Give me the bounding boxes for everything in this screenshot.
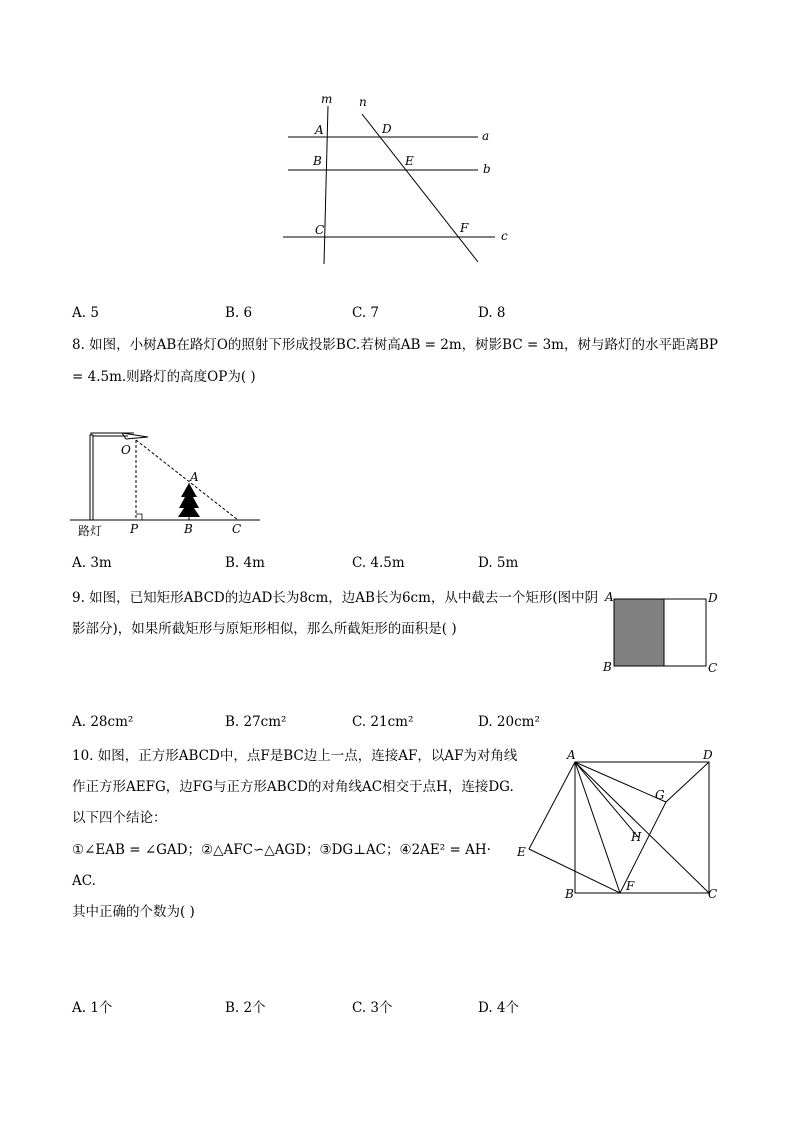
label-B: B — [184, 522, 193, 536]
label-C: C — [315, 223, 325, 237]
label-G: G — [655, 788, 665, 802]
label-D: D — [703, 748, 713, 762]
label-D: D — [382, 122, 392, 136]
label-F: F — [626, 879, 635, 893]
label-lamp: 路灯 — [78, 524, 103, 538]
q9-option-d[interactable]: D. 20cm² — [478, 714, 540, 730]
label-c: c — [501, 229, 508, 243]
q7-option-c[interactable]: C. 7 — [352, 305, 380, 321]
label-B: B — [565, 887, 574, 901]
label-A: A — [605, 590, 614, 604]
label-C: C — [708, 887, 718, 901]
q10-text-line5: AC. — [72, 873, 96, 889]
q10-text-line3: 以下四个结论： — [72, 810, 167, 826]
label-n: n — [359, 95, 367, 109]
label-B: B — [313, 154, 322, 168]
label-E: E — [405, 154, 414, 168]
q10-option-a[interactable]: A. 1个 — [72, 1000, 113, 1016]
q7-option-a[interactable]: A. 5 — [72, 305, 99, 321]
label-D: D — [708, 591, 718, 605]
label-a: a — [482, 129, 490, 143]
q10-text-line6: 其中正确的个数为( ) — [72, 904, 195, 920]
q8-option-a[interactable]: A. 3m — [72, 555, 112, 571]
label-H: H — [631, 830, 642, 844]
q10-option-b[interactable]: B. 2个 — [225, 1000, 266, 1016]
label-C: C — [708, 661, 718, 675]
q9-text-line1: 9. 如图，已知矩形ABCD的边AD长为8cm，边AB长为6cm，从中截去一个矩形(图中阴 — [72, 590, 599, 606]
q10-option-d[interactable]: D. 4个 — [478, 1000, 520, 1016]
q9-text-line2: 影部分)，如果所截矩形与原矩形相似，那么所截矩形的面积是( ) — [72, 621, 457, 637]
label-O: O — [121, 443, 131, 457]
q9-option-b[interactable]: B. 27cm² — [225, 714, 287, 730]
q8-option-d[interactable]: D. 5m — [478, 555, 519, 571]
q10-option-c[interactable]: C. 3个 — [352, 1000, 393, 1016]
parallel-lines-figure — [270, 88, 530, 278]
q9-option-a[interactable]: A. 28cm² — [72, 714, 134, 730]
q8-option-b[interactable]: B. 4m — [225, 555, 265, 571]
rectangle-figure — [600, 588, 730, 680]
label-A: A — [315, 123, 324, 137]
q10-text-line1: 10. 如图，正方形ABCD中，点F是BC边上一点，连接AF，以AF为对角线 — [72, 748, 518, 764]
square-figure — [510, 745, 730, 905]
label-b: b — [483, 162, 491, 176]
label-F: F — [460, 221, 469, 235]
q9-option-c[interactable]: C. 21cm² — [352, 714, 414, 730]
street-lamp-figure — [70, 425, 270, 540]
q10-text-line2: 作正方形AEFG，边FG与正方形ABCD的对角线AC相交于点H，连接DG. — [72, 779, 514, 795]
q8-text-line1: 8. 如图，小树AB在路灯O的照射下形成投影BC.若树高AB = 2m，树影BC = 3m，树与路灯的水平距离BP — [72, 337, 718, 353]
label-E: E — [517, 845, 526, 859]
label-A: A — [567, 748, 576, 762]
shaded-rectangle — [614, 599, 664, 666]
label-m: m — [321, 92, 333, 106]
label-C: C — [232, 522, 242, 536]
q7-option-b[interactable]: B. 6 — [225, 305, 253, 321]
label-P: P — [130, 522, 139, 536]
q10-text-line4: ①∠EAB = ∠GAD；②△AFC∽△AGD；③DG⊥AC；④2AE² = AH· — [72, 842, 491, 858]
label-B: B — [603, 660, 612, 674]
q7-option-d[interactable]: D. 8 — [478, 305, 506, 321]
q8-option-c[interactable]: C. 4.5m — [352, 555, 405, 571]
label-A: A — [190, 470, 199, 484]
q8-text-line2: = 4.5m.则路灯的高度OP为( ) — [72, 369, 256, 385]
